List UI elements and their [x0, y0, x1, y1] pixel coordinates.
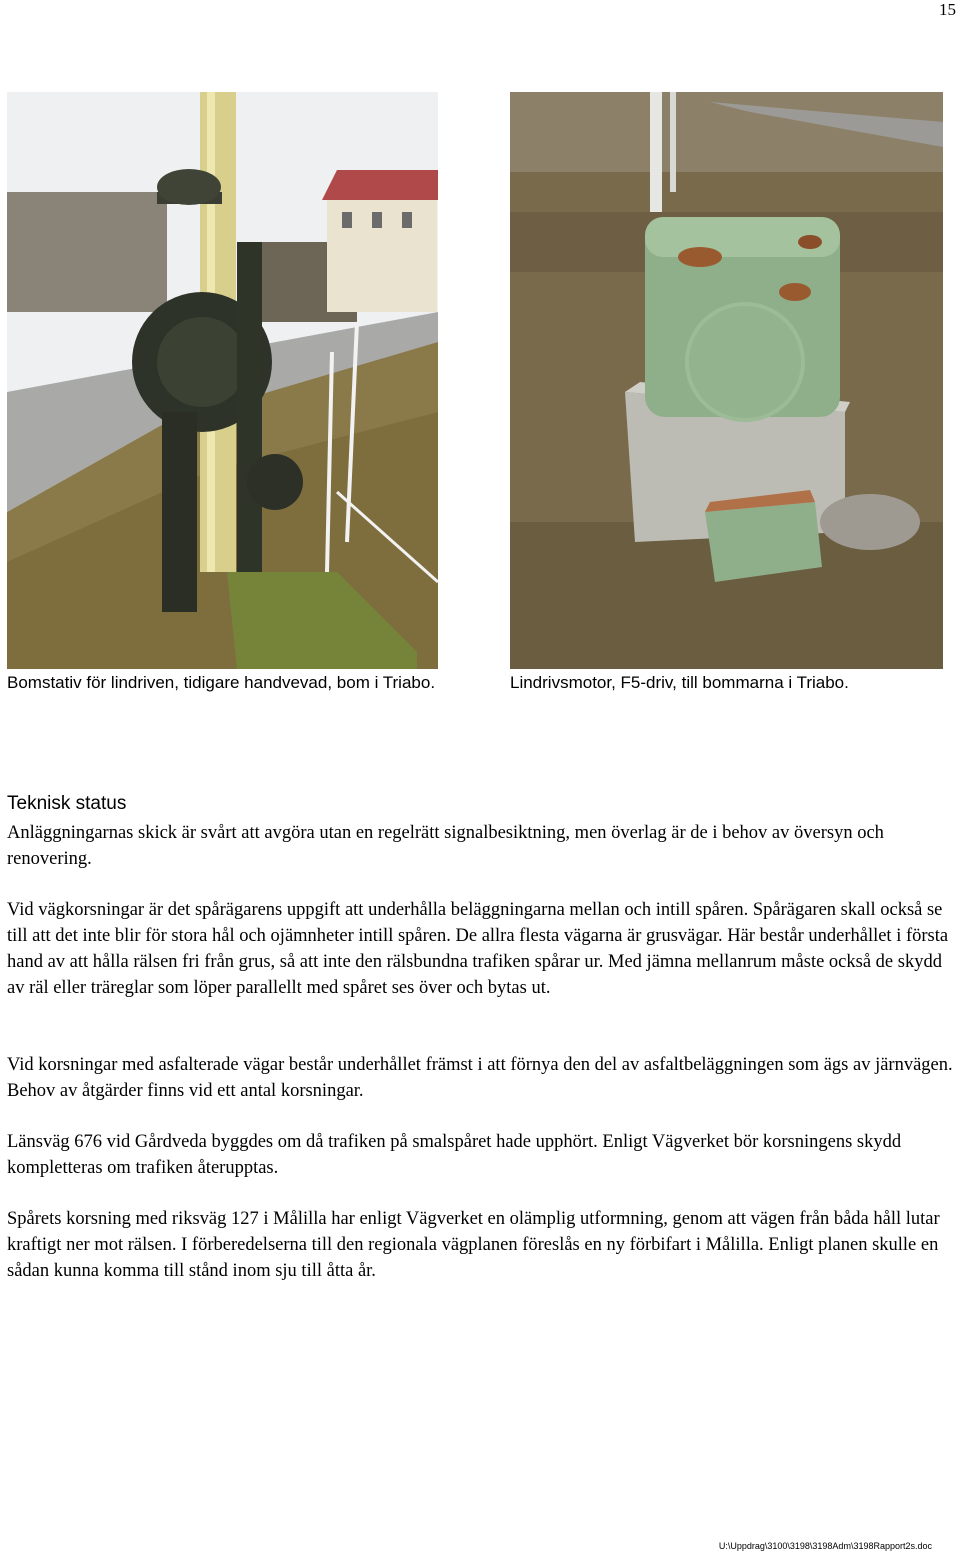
right-figure-caption: Lindrivsmotor, F5-driv, till bommarna i Triabo.	[510, 673, 849, 692]
motor-photo	[510, 92, 943, 669]
page-number: 15	[939, 0, 956, 19]
barrier-stand-photo	[7, 92, 438, 669]
paragraph-asphalt-crossings: Vid korsningar med asfalterade vägar består underhållet främst i att förnya den del av asfaltbeläggningen som ägs av järnvägen. Behov av åtgärder finns vid ett antal korsningar.	[7, 1055, 953, 1101]
paragraph-road-crossings: Vid vägkorsningar är det spårägarens uppgift att underhålla beläggningarna mellan och intill spåren. Spårägaren skall också se till att det inte blir för stora hål och ojämnheter intill spåren. De allra flesta vägarna är grusvägar. Här består underhållet i första hand av att hålla rälsen fri från grus, så att inte den rälsbundna trafiken spårar ur. Med jämna mellanrum måste också de skydd av räl eller träreglar som löper parallellt med spåret ses över och bytas ut.	[7, 900, 949, 998]
paragraph-condition: Anläggningarnas skick är svårt att avgöra utan en regelrätt signalbesiktning, men överlag är de i behov av översyn och renovering.	[7, 823, 884, 869]
left-figure-caption: Bomstativ för lindriven, tidigare handvevad, bom i Triabo.	[7, 673, 436, 692]
paragraph-riksvag-127: Spårets korsning med riksväg 127 i Målilla har enligt Vägverket en olämplig utformning, genom att vägen från båda håll lutar kraftigt ner mot rälsen. I förberedelserna till den regionala vägplanen föreslås en ny förbifart i Målilla. Enligt planen skulle en sådan kunna komma till stånd inom sju till åtta år.	[7, 1209, 940, 1281]
footer-file-path: U:\Uppdrag\3100\3198\3198Adm\3198Rapport2s.doc	[718, 1541, 932, 1551]
section-heading: Teknisk status	[7, 793, 127, 814]
paragraph-lansvag-676: Länsväg 676 vid Gårdveda byggdes om då trafiken på smalspåret hade upphört. Enligt Vägverket bör korsningens skydd kompletteras om trafiken återupptas.	[7, 1132, 902, 1178]
